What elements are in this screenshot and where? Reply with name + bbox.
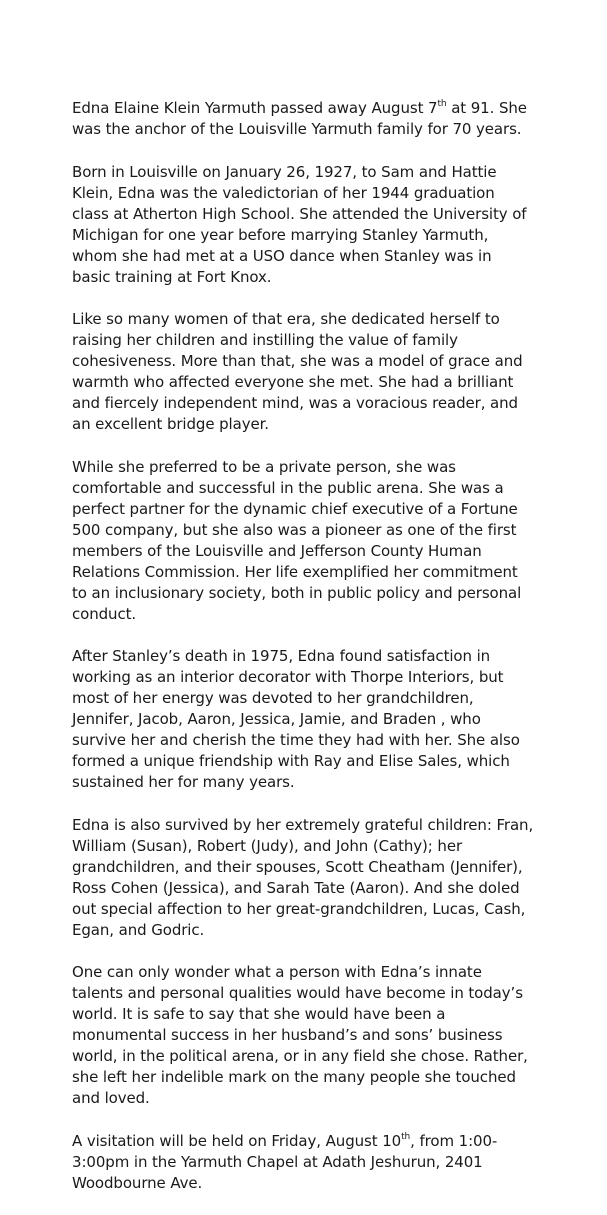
- text-segment: perfect partner for the dynamic chief executive of a Fortune: [72, 499, 518, 518]
- text-line: [72, 478, 582, 499]
- text-line: [72, 1025, 582, 1046]
- text-line: [72, 583, 582, 604]
- text-segment: warmth who affected everyone she met. She had a brilliant: [72, 373, 514, 391]
- text-line: [72, 183, 582, 204]
- text-line: [72, 351, 582, 372]
- text-segment: monumental success in her husband’s and sons’ business: [72, 1026, 503, 1044]
- text-segment: Ross Cohen (Jessica), and Sarah Tate (Aaron). And she doled: [72, 878, 520, 897]
- text-line: [72, 667, 582, 688]
- text-line: [72, 983, 582, 1004]
- text-line: [72, 267, 582, 288]
- text-segment: Relations Commission. Her life exemplified her commitment: [72, 562, 518, 581]
- text-segment: at 91. She: [446, 99, 527, 117]
- text-line: [72, 1131, 582, 1152]
- text-segment: Jennifer, Jacob, Aaron, Jessica, Jamie, and Braden , who: [72, 710, 481, 728]
- text-segment: Klein, Edna was the valedictorian of her 1944 graduation: [72, 183, 495, 202]
- ordinal-suffix: th: [401, 1131, 411, 1142]
- paragraph-1: [72, 98, 582, 140]
- text-line: [72, 878, 582, 899]
- text-line: [72, 1152, 582, 1173]
- text-segment: raising her children and instilling the value of family: [72, 331, 458, 349]
- text-line: [72, 457, 582, 478]
- text-segment: was the anchor of the Louisville Yarmuth family for 70 years.: [72, 120, 522, 138]
- text-segment: William (Susan), Robert (Judy), and John (Cathy); her: [72, 836, 463, 855]
- text-segment: world. It is safe to say that she would have been a: [72, 1005, 446, 1023]
- text-line: [72, 414, 582, 435]
- text-segment: an excellent bridge player.: [72, 415, 269, 433]
- text-line: [72, 1088, 582, 1109]
- text-line: [72, 1004, 582, 1025]
- text-segment: and fiercely independent mind, was a voracious reader, and: [72, 394, 518, 412]
- text-line: [72, 520, 582, 541]
- text-line: [72, 499, 582, 520]
- text-segment: Edna is also survived by her extremely grateful children: Fran,: [72, 815, 534, 834]
- text-line: [72, 225, 582, 246]
- text-segment: basic training at Fort Knox.: [72, 267, 272, 286]
- text-line: [72, 920, 582, 941]
- text-segment: Like so many women of that era, she dedicated herself to: [72, 310, 500, 328]
- text-segment: comfortable and successful in the public arena. She was a: [72, 478, 504, 497]
- text-line: [72, 372, 582, 393]
- text-segment: Michigan for one year before marrying Stanley Yarmuth,: [72, 225, 489, 244]
- text-segment: she left her indelible mark on the many people she touched: [72, 1068, 516, 1086]
- paragraph-2: [72, 162, 582, 288]
- paragraph-6: [72, 815, 582, 941]
- text-segment: While she preferred to be a private person, she was: [72, 457, 456, 476]
- text-line: [72, 709, 582, 730]
- text-segment: Woodbourne Ave.: [72, 1173, 203, 1192]
- text-segment: One can only wonder what a person with Edna’s innate: [72, 963, 482, 981]
- text-segment: cohesiveness. More than that, she was a model of grace and: [72, 352, 523, 370]
- text-line: [72, 119, 582, 140]
- text-line: [72, 1067, 582, 1088]
- text-line: [72, 604, 582, 625]
- text-line: [72, 836, 582, 857]
- text-line: [72, 1046, 582, 1067]
- text-line: [72, 309, 582, 330]
- text-segment: world, in the political arena, or in any field she chose. Rather,: [72, 1047, 528, 1065]
- paragraph-7: [72, 962, 582, 1109]
- text-segment: class at Atherton High School. She attended the University of: [72, 204, 527, 223]
- text-line: [72, 246, 582, 267]
- text-line: [72, 688, 582, 709]
- text-segment: conduct.: [72, 604, 137, 623]
- text-line: [72, 162, 582, 183]
- paragraph-3: [72, 309, 582, 435]
- text-line: [72, 541, 582, 562]
- text-line: [72, 857, 582, 878]
- text-line: [72, 962, 582, 983]
- text-segment: , from 1:00-: [410, 1131, 498, 1150]
- text-segment: 3:00pm in the Yarmuth Chapel at Adath Jeshurun, 2401: [72, 1152, 483, 1171]
- text-line: [72, 98, 582, 119]
- text-line: [72, 1173, 582, 1194]
- text-segment: and loved.: [72, 1089, 150, 1107]
- text-line: [72, 899, 582, 920]
- text-segment: Edna Elaine Klein Yarmuth passed away August 7: [72, 99, 438, 117]
- text-segment: working as an interior decorator with Thorpe Interiors, but: [72, 668, 504, 686]
- text-segment: After Stanley’s death in 1975, Edna found satisfaction in: [72, 647, 491, 665]
- paragraph-4: [72, 457, 582, 625]
- paragraph-8: [72, 1131, 582, 1194]
- text-segment: Egan, and Godric.: [72, 920, 205, 939]
- text-line: [72, 330, 582, 351]
- text-line: [72, 772, 582, 793]
- ordinal-suffix: th: [437, 99, 447, 109]
- text-segment: Born in Louisville on January 26, 1927, to Sam and Hattie: [72, 162, 497, 181]
- text-segment: formed a unique friendship with Ray and Elise Sales, which: [72, 752, 510, 770]
- text-segment: survive her and cherish the time they had with her. She also: [72, 731, 520, 749]
- text-segment: members of the Louisville and Jefferson County Human: [72, 541, 482, 560]
- text-line: [72, 393, 582, 414]
- text-line: [72, 815, 582, 836]
- text-segment: 500 company, but she also was a pioneer as one of the first: [72, 520, 517, 539]
- text-line: [72, 562, 582, 583]
- text-segment: whom she had met at a USO dance when Stanley was in: [72, 246, 492, 265]
- text-segment: most of her energy was devoted to her grandchildren,: [72, 689, 474, 707]
- text-segment: out special affection to her great-grandchildren, Lucas, Cash,: [72, 899, 526, 918]
- text-line: [72, 204, 582, 225]
- text-segment: grandchildren, and their spouses, Scott Cheatham (Jennifer),: [72, 857, 523, 876]
- obituary-text: [72, 98, 582, 1215]
- text-segment: to an inclusionary society, both in public policy and personal: [72, 583, 522, 602]
- text-line: [72, 730, 582, 751]
- text-line: [72, 646, 582, 667]
- text-segment: talents and personal qualities would have become in today’s: [72, 984, 523, 1002]
- paragraph-5: [72, 646, 582, 793]
- text-line: [72, 751, 582, 772]
- text-segment: A visitation will be held on Friday, August 10: [72, 1131, 402, 1150]
- text-segment: sustained her for many years.: [72, 773, 295, 791]
